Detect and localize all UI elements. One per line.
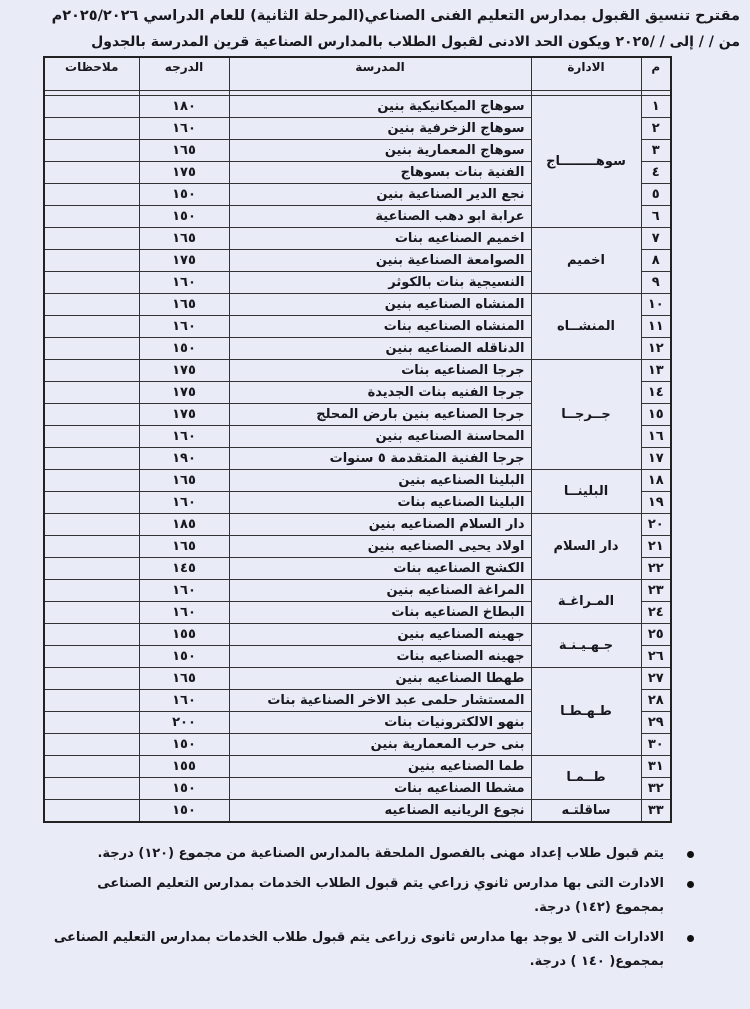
admin-cell <box>531 514 641 580</box>
school-name: طهطا الصناعيه بنين <box>229 668 531 690</box>
table-row <box>44 624 671 646</box>
min-score: ١٦٠ <box>139 118 229 140</box>
admin-name: جــرجــا <box>561 407 611 422</box>
school-name: الفنية بنات بسوهاج <box>229 162 531 184</box>
admin-cell <box>531 228 641 294</box>
min-score: ١٨٠ <box>139 96 229 118</box>
row-number: ١٣ <box>641 360 671 382</box>
school-name: اولاد يحيى الصناعيه بنين <box>229 536 531 558</box>
row-number: ١٥ <box>641 404 671 426</box>
notes-cell <box>44 250 139 272</box>
row-number: ٤ <box>641 162 671 184</box>
row-number: ٢٢ <box>641 558 671 580</box>
min-score: ١٥٥ <box>139 624 229 646</box>
bullet-icon <box>687 851 694 858</box>
notes-cell <box>44 756 139 778</box>
notes-cell <box>44 162 139 184</box>
school-name: النسيجية بنات بالكوثر <box>229 272 531 294</box>
admin-name: طـهـطـا <box>560 704 612 719</box>
admin-cell <box>531 96 641 228</box>
school-name: سوهاج الميكانيكية بنين <box>229 96 531 118</box>
notes-cell <box>44 558 139 580</box>
school-name: عرابة ابو دهب الصناعية <box>229 206 531 228</box>
min-score: ١٧٥ <box>139 360 229 382</box>
admin-name: ساقلتـه <box>561 803 611 818</box>
min-score: ١٦٥ <box>139 536 229 558</box>
row-number: ٢٣ <box>641 580 671 602</box>
admin-cell <box>531 800 641 823</box>
row-number: ٦ <box>641 206 671 228</box>
min-score: ١٦٠ <box>139 426 229 448</box>
bullet-icon <box>687 881 694 888</box>
min-score: ١٥٠ <box>139 206 229 228</box>
row-number: ١٩ <box>641 492 671 514</box>
notes-cell <box>44 602 139 624</box>
notes-cell <box>44 140 139 162</box>
notes-cell <box>44 294 139 316</box>
notes-cell <box>44 646 139 668</box>
school-name: مشطا الصناعيه بنات <box>229 778 531 800</box>
notes-cell <box>44 514 139 536</box>
min-score: ٢٠٠ <box>139 712 229 734</box>
min-score: ١٦٠ <box>139 602 229 624</box>
table-row <box>44 228 671 250</box>
notes-list <box>44 842 694 980</box>
notes-cell <box>44 448 139 470</box>
row-number: ١٦ <box>641 426 671 448</box>
school-name: البطاخ الصناعيه بنات <box>229 602 531 624</box>
notes-cell <box>44 404 139 426</box>
table-body <box>44 91 671 823</box>
school-name: المستشار حلمى عبد الاخر الصناعية بنات <box>229 690 531 712</box>
row-number: ١١ <box>641 316 671 338</box>
school-name: جرجا الصناعيه بنات <box>229 360 531 382</box>
table-row <box>44 360 671 382</box>
row-number: ٨ <box>641 250 671 272</box>
min-score: ١٦٠ <box>139 316 229 338</box>
school-name: سوهاج الزخرفية بنين <box>229 118 531 140</box>
row-number: ٣١ <box>641 756 671 778</box>
min-score: ١٦٥ <box>139 228 229 250</box>
school-name: دار السلام الصناعيه بنين <box>229 514 531 536</box>
school-name: البلينا الصناعيه بنات <box>229 492 531 514</box>
admin-cell <box>531 294 641 360</box>
notes-cell <box>44 228 139 250</box>
admin-cell <box>531 624 641 668</box>
admin-name: دار السلام <box>553 539 619 554</box>
school-name: طما الصناعيه بنين <box>229 756 531 778</box>
row-number: ٢٤ <box>641 602 671 624</box>
notes-cell <box>44 778 139 800</box>
min-score: ١٩٠ <box>139 448 229 470</box>
school-name: جهينه الصناعيه بنات <box>229 646 531 668</box>
notes-cell <box>44 360 139 382</box>
row-number: ٥ <box>641 184 671 206</box>
note-item <box>44 842 694 866</box>
row-number: ٩ <box>641 272 671 294</box>
notes-cell <box>44 338 139 360</box>
school-name: جرجا الفنيه بنات الجديدة <box>229 382 531 404</box>
min-score: ١٧٥ <box>139 162 229 184</box>
table-row <box>44 668 671 690</box>
table-row <box>44 294 671 316</box>
table-row <box>44 580 671 602</box>
admin-cell <box>531 360 641 470</box>
notes-cell <box>44 426 139 448</box>
min-score: ١٤٥ <box>139 558 229 580</box>
row-number: ١٨ <box>641 470 671 492</box>
school-name: نجع الدير الصناعية بنين <box>229 184 531 206</box>
notes-cell <box>44 536 139 558</box>
school-name: جهينه الصناعيه بنين <box>229 624 531 646</box>
school-name: نجوع الريانيه الصناعيه <box>229 800 531 823</box>
row-number: ١ <box>641 96 671 118</box>
notes-cell <box>44 800 139 823</box>
notes-cell <box>44 492 139 514</box>
admin-cell <box>531 470 641 514</box>
school-name: المراغة الصناعيه بنين <box>229 580 531 602</box>
school-name: سوهاج المعمارية بنين <box>229 140 531 162</box>
admin-name: البلينــا <box>563 484 609 499</box>
note-item <box>44 872 694 920</box>
min-score: ١٥٥ <box>139 756 229 778</box>
min-score: ١٦٠ <box>139 690 229 712</box>
school-name: بنى حرب المعمارية بنين <box>229 734 531 756</box>
bullet-icon <box>687 935 694 942</box>
admin-cell <box>531 580 641 624</box>
admin-cell <box>531 668 641 756</box>
notes-cell <box>44 580 139 602</box>
header-notes: ملاحظات <box>44 57 139 91</box>
admin-name: جـهـيـنـة <box>558 638 614 653</box>
school-name: الصوامعة الصناعية بنين <box>229 250 531 272</box>
row-number: ٣٣ <box>641 800 671 823</box>
school-name: المنشاه الصناعيه بنين <box>229 294 531 316</box>
admin-name: طــمـا <box>566 770 606 785</box>
row-number: ١٢ <box>641 338 671 360</box>
min-score: ١٥٠ <box>139 778 229 800</box>
row-number: ٣٢ <box>641 778 671 800</box>
notes-cell <box>44 96 139 118</box>
min-score: ١٥٠ <box>139 800 229 823</box>
table-row <box>44 470 671 492</box>
table-row <box>44 514 671 536</box>
notes-cell <box>44 206 139 228</box>
min-score: ١٦٥ <box>139 470 229 492</box>
table-row <box>44 96 671 118</box>
min-score: ١٦٠ <box>139 580 229 602</box>
min-score: ١٧٥ <box>139 382 229 404</box>
row-number: ٢٨ <box>641 690 671 712</box>
row-number: ٢ <box>641 118 671 140</box>
min-score: ١٦٠ <box>139 272 229 294</box>
school-name: بنهو الالكترونيات بنات <box>229 712 531 734</box>
row-number: ٢١ <box>641 536 671 558</box>
admin-cell <box>531 756 641 800</box>
notes-cell <box>44 734 139 756</box>
row-number: ٢٧ <box>641 668 671 690</box>
row-number: ١٠ <box>641 294 671 316</box>
notes-cell <box>44 690 139 712</box>
school-name: المحاسنة الصناعيه بنين <box>229 426 531 448</box>
min-score: ١٦٥ <box>139 294 229 316</box>
note-text: الادارت التى بها مدارس ثانوي زراعي يتم قبول الطلاب الخدمات بمدارس التعليم الصناعى بمجموع (١٤٢) درجة. <box>97 876 664 915</box>
admin-name: سوهــــــــاج <box>546 154 626 169</box>
min-score: ١٥٠ <box>139 184 229 206</box>
document-title: مقترح تنسيق القبول بمدارس التعليم الفنى الصناعي(المرحلة الثانية) للعام الدراسي ٢٠٢٥/٢٠٢٦م <box>51 8 740 24</box>
notes-cell <box>44 668 139 690</box>
school-name: جرجا الفنية المتقدمة ٥ سنوات <box>229 448 531 470</box>
header-num: م <box>641 57 671 91</box>
school-name: البلينا الصناعيه بنين <box>229 470 531 492</box>
admin-name: المنشــاه <box>556 319 616 334</box>
note-item <box>44 926 694 974</box>
school-name: الدناقله الصناعيه بنين <box>229 338 531 360</box>
notes-cell <box>44 470 139 492</box>
admin-name: اخميم <box>566 253 606 268</box>
document-subtitle: من / / إلى / /٢٠٢٥ ويكون الحد الادنى لقبول الطلاب بالمدارس الصناعية قرين المدرسة بالجدول <box>91 34 740 50</box>
table-row <box>44 800 671 823</box>
notes-cell <box>44 712 139 734</box>
header-school: المدرسة <box>229 57 531 91</box>
min-score: ١٨٥ <box>139 514 229 536</box>
table-row <box>44 756 671 778</box>
row-number: ٧ <box>641 228 671 250</box>
min-score: ١٧٥ <box>139 250 229 272</box>
header-admin: الادارة <box>531 57 641 91</box>
admin-name: المـراغـة <box>557 594 615 609</box>
notes-cell <box>44 184 139 206</box>
notes-cell <box>44 272 139 294</box>
notes-cell <box>44 118 139 140</box>
note-text: يتم قبول طلاب إعداد مهنى بالفصول الملحقة بالمدارس الصناعية من مجموع (١٢٠) درجة. <box>97 846 664 861</box>
min-score: ١٥٠ <box>139 734 229 756</box>
table-header-row <box>44 57 671 91</box>
row-number: ٣ <box>641 140 671 162</box>
header-score: الدرجه <box>139 57 229 91</box>
notes-cell <box>44 316 139 338</box>
admission-table <box>43 56 672 823</box>
school-name: المنشاه الصناعيه بنات <box>229 316 531 338</box>
note-text: الادارات التى لا يوجد بها مدارس ثانوى زراعى يتم قبول طلاب الخدمات بمدارس التعليم الصناعى بمجموع( ١٤٠ ) درجة. <box>53 930 664 969</box>
row-number: ٢٦ <box>641 646 671 668</box>
row-number: ٢٠ <box>641 514 671 536</box>
row-number: ٢٥ <box>641 624 671 646</box>
notes-cell <box>44 382 139 404</box>
min-score: ١٥٠ <box>139 646 229 668</box>
row-number: ١٧ <box>641 448 671 470</box>
row-number: ٣٠ <box>641 734 671 756</box>
notes-cell <box>44 624 139 646</box>
school-name: الكشح الصناعيه بنات <box>229 558 531 580</box>
min-score: ١٦٥ <box>139 140 229 162</box>
school-name: اخميم الصناعيه بنات <box>229 228 531 250</box>
min-score: ١٧٥ <box>139 404 229 426</box>
min-score: ١٦٥ <box>139 668 229 690</box>
min-score: ١٥٠ <box>139 338 229 360</box>
row-number: ٢٩ <box>641 712 671 734</box>
school-name: جرجا الصناعيه بنين بارض المحلج <box>229 404 531 426</box>
min-score: ١٦٠ <box>139 492 229 514</box>
row-number: ١٤ <box>641 382 671 404</box>
